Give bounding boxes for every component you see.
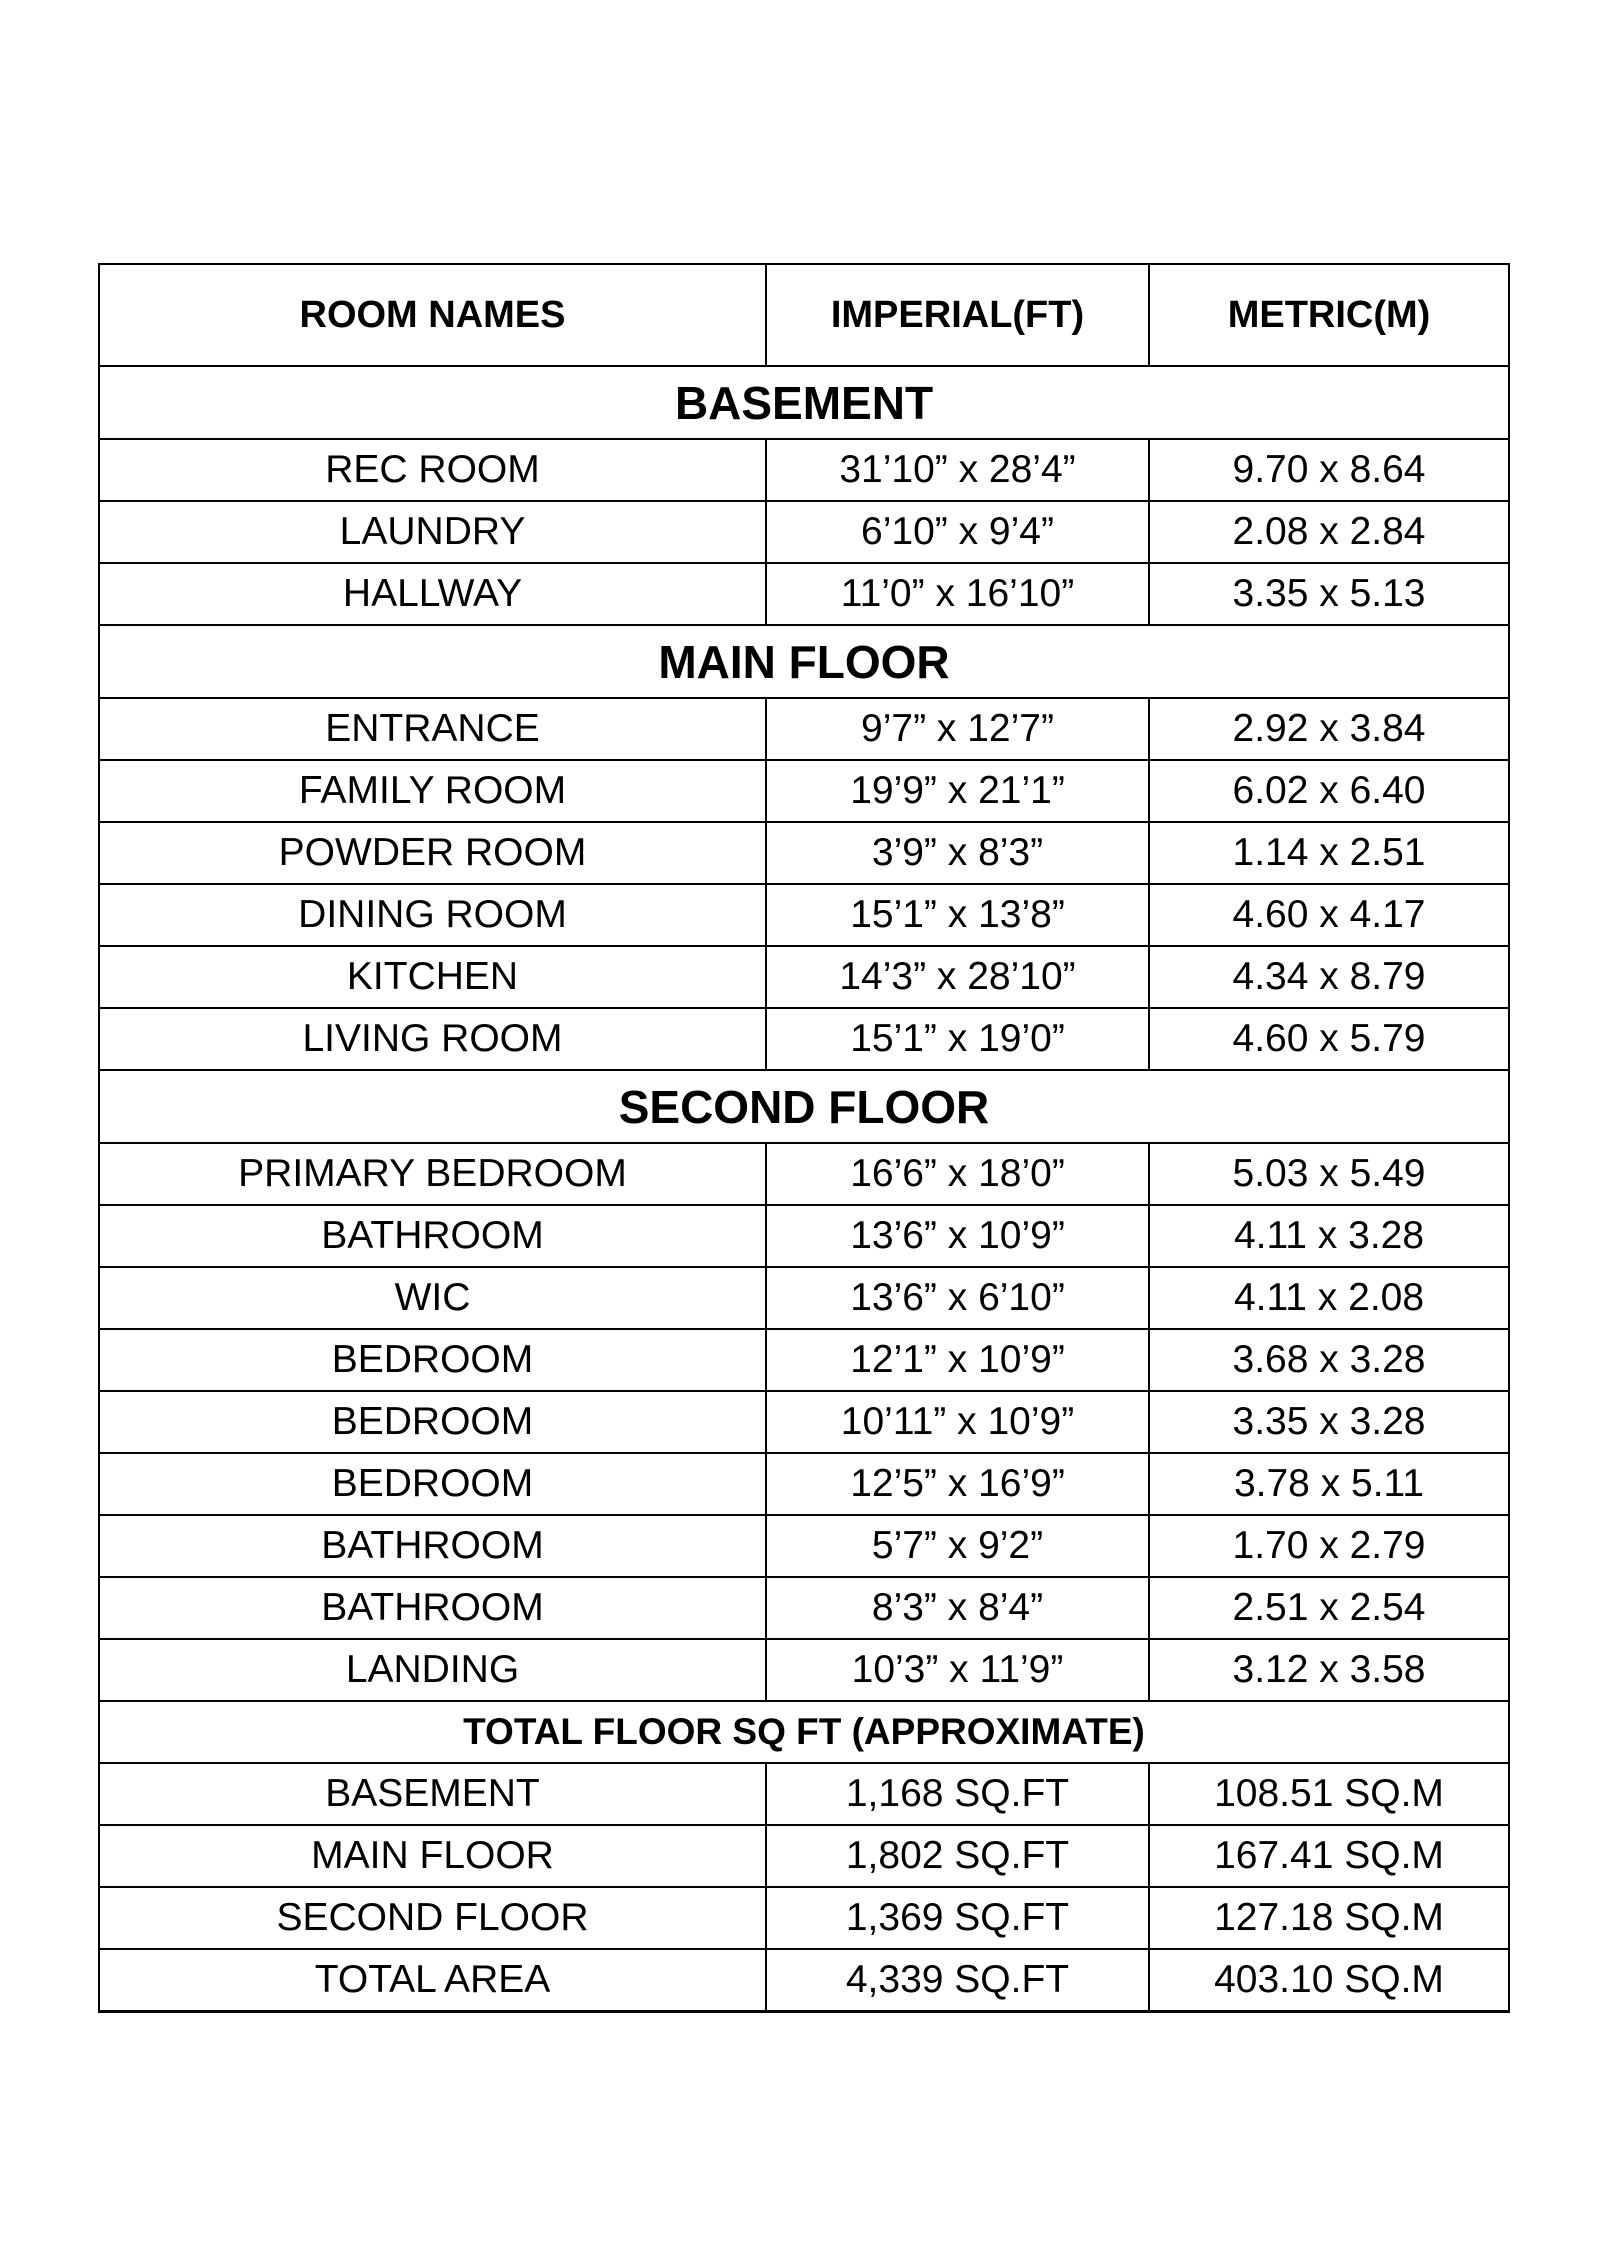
room-name-cell: BASEMENT: [99, 1763, 766, 1825]
metric-dimension-cell: 4.60 x 5.79: [1149, 1008, 1509, 1070]
metric-dimension-cell: 3.68 x 3.28: [1149, 1329, 1509, 1391]
metric-dimension-cell: 6.02 x 6.40: [1149, 760, 1509, 822]
room-name-cell: KITCHEN: [99, 946, 766, 1008]
metric-dimension-cell: 4.11 x 3.28: [1149, 1205, 1509, 1267]
room-name-cell: WIC: [99, 1267, 766, 1329]
imperial-dimension-cell: 1,369 SQ.FT: [766, 1887, 1149, 1949]
imperial-dimension-cell: 1,802 SQ.FT: [766, 1825, 1149, 1887]
metric-dimension-cell: 167.41 SQ.M: [1149, 1825, 1509, 1887]
room-name-cell: BATHROOM: [99, 1515, 766, 1577]
table-row: [99, 1391, 1509, 1453]
table-row: [99, 1205, 1509, 1267]
main-floor-section-row: [99, 625, 1509, 698]
imperial-dimension-cell: 14’3” x 28’10”: [766, 946, 1149, 1008]
room-name-cell: DINING ROOM: [99, 884, 766, 946]
room-name-cell: BEDROOM: [99, 1453, 766, 1515]
imperial-dimension-cell: 16’6” x 18’0”: [766, 1143, 1149, 1205]
metric-dimension-cell: 108.51 SQ.M: [1149, 1763, 1509, 1825]
table-row: [99, 1453, 1509, 1515]
metric-dimension-cell: 2.51 x 2.54: [1149, 1577, 1509, 1639]
imperial-dimension-cell: 10’11” x 10’9”: [766, 1391, 1149, 1453]
table-row: [99, 563, 1509, 625]
metric-dimension-cell: 5.03 x 5.49: [1149, 1143, 1509, 1205]
header-imperial: IMPERIAL(FT): [766, 264, 1149, 366]
imperial-dimension-cell: 6’10” x 9’4”: [766, 501, 1149, 563]
imperial-dimension-cell: 8’3” x 8’4”: [766, 1577, 1149, 1639]
imperial-dimension-cell: 13’6” x 10’9”: [766, 1205, 1149, 1267]
header-metric: METRIC(M): [1149, 264, 1509, 366]
room-name-cell: POWDER ROOM: [99, 822, 766, 884]
header-row: [99, 264, 1509, 366]
room-name-cell: REC ROOM: [99, 439, 766, 501]
table-row: [99, 1267, 1509, 1329]
room-name-cell: PRIMARY BEDROOM: [99, 1143, 766, 1205]
main-floor-section-heading: MAIN FLOOR: [99, 625, 1509, 698]
imperial-dimension-cell: 31’10” x 28’4”: [766, 439, 1149, 501]
basement-section-heading: BASEMENT: [99, 366, 1509, 439]
metric-dimension-cell: 3.35 x 5.13: [1149, 563, 1509, 625]
metric-dimension-cell: 3.12 x 3.58: [1149, 1639, 1509, 1701]
table-row: [99, 1515, 1509, 1577]
imperial-dimension-cell: 13’6” x 6’10”: [766, 1267, 1149, 1329]
table-row: [99, 946, 1509, 1008]
metric-dimension-cell: 3.35 x 3.28: [1149, 1391, 1509, 1453]
metric-dimension-cell: 3.78 x 5.11: [1149, 1453, 1509, 1515]
metric-dimension-cell: 1.70 x 2.79: [1149, 1515, 1509, 1577]
metric-dimension-cell: 1.14 x 2.51: [1149, 822, 1509, 884]
room-name-cell: LANDING: [99, 1639, 766, 1701]
imperial-dimension-cell: 10’3” x 11’9”: [766, 1639, 1149, 1701]
total-floor-area-section-heading: TOTAL FLOOR SQ FT (APPROXIMATE): [99, 1701, 1509, 1763]
table-row: [99, 1639, 1509, 1701]
table-row: [99, 698, 1509, 760]
table-row: [99, 1143, 1509, 1205]
header-room-names: ROOM NAMES: [99, 264, 766, 366]
table-row: [99, 1763, 1509, 1825]
table-row: [99, 439, 1509, 501]
room-name-cell: LAUNDRY: [99, 501, 766, 563]
room-name-cell: MAIN FLOOR: [99, 1825, 766, 1887]
table-row: [99, 1577, 1509, 1639]
imperial-dimension-cell: 12’5” x 16’9”: [766, 1453, 1149, 1515]
basement-section-row: [99, 366, 1509, 439]
table-row: [99, 1825, 1509, 1887]
table-row: [99, 1329, 1509, 1391]
metric-dimension-cell: 2.08 x 2.84: [1149, 501, 1509, 563]
table-row: [99, 760, 1509, 822]
imperial-dimension-cell: 5’7” x 9’2”: [766, 1515, 1149, 1577]
room-name-cell: ENTRANCE: [99, 698, 766, 760]
imperial-dimension-cell: 19’9” x 21’1”: [766, 760, 1149, 822]
second-floor-section-heading: SECOND FLOOR: [99, 1070, 1509, 1143]
imperial-dimension-cell: 4,339 SQ.FT: [766, 1949, 1149, 2012]
metric-dimension-cell: 4.11 x 2.08: [1149, 1267, 1509, 1329]
imperial-dimension-cell: 9’7” x 12’7”: [766, 698, 1149, 760]
table-row: [99, 1887, 1509, 1949]
metric-dimension-cell: 127.18 SQ.M: [1149, 1887, 1509, 1949]
imperial-dimension-cell: 1,168 SQ.FT: [766, 1763, 1149, 1825]
room-dimensions-table: [98, 263, 1510, 2013]
table-row: [99, 822, 1509, 884]
table-row: [99, 501, 1509, 563]
imperial-dimension-cell: 15’1” x 19’0”: [766, 1008, 1149, 1070]
table-row: [99, 884, 1509, 946]
total-floor-area-section-row: [99, 1701, 1509, 1763]
metric-dimension-cell: 9.70 x 8.64: [1149, 439, 1509, 501]
room-name-cell: SECOND FLOOR: [99, 1887, 766, 1949]
imperial-dimension-cell: 12’1” x 10’9”: [766, 1329, 1149, 1391]
room-name-cell: BATHROOM: [99, 1577, 766, 1639]
table-row: [99, 1949, 1509, 2012]
imperial-dimension-cell: 11’0” x 16’10”: [766, 563, 1149, 625]
metric-dimension-cell: 4.34 x 8.79: [1149, 946, 1509, 1008]
imperial-dimension-cell: 15’1” x 13’8”: [766, 884, 1149, 946]
room-name-cell: BEDROOM: [99, 1391, 766, 1453]
metric-dimension-cell: 4.60 x 4.17: [1149, 884, 1509, 946]
metric-dimension-cell: 403.10 SQ.M: [1149, 1949, 1509, 2012]
room-name-cell: TOTAL AREA: [99, 1949, 766, 2012]
room-name-cell: FAMILY ROOM: [99, 760, 766, 822]
room-name-cell: BATHROOM: [99, 1205, 766, 1267]
table-row: [99, 1008, 1509, 1070]
metric-dimension-cell: 2.92 x 3.84: [1149, 698, 1509, 760]
imperial-dimension-cell: 3’9” x 8’3”: [766, 822, 1149, 884]
room-name-cell: LIVING ROOM: [99, 1008, 766, 1070]
room-name-cell: BEDROOM: [99, 1329, 766, 1391]
room-name-cell: HALLWAY: [99, 563, 766, 625]
second-floor-section-row: [99, 1070, 1509, 1143]
